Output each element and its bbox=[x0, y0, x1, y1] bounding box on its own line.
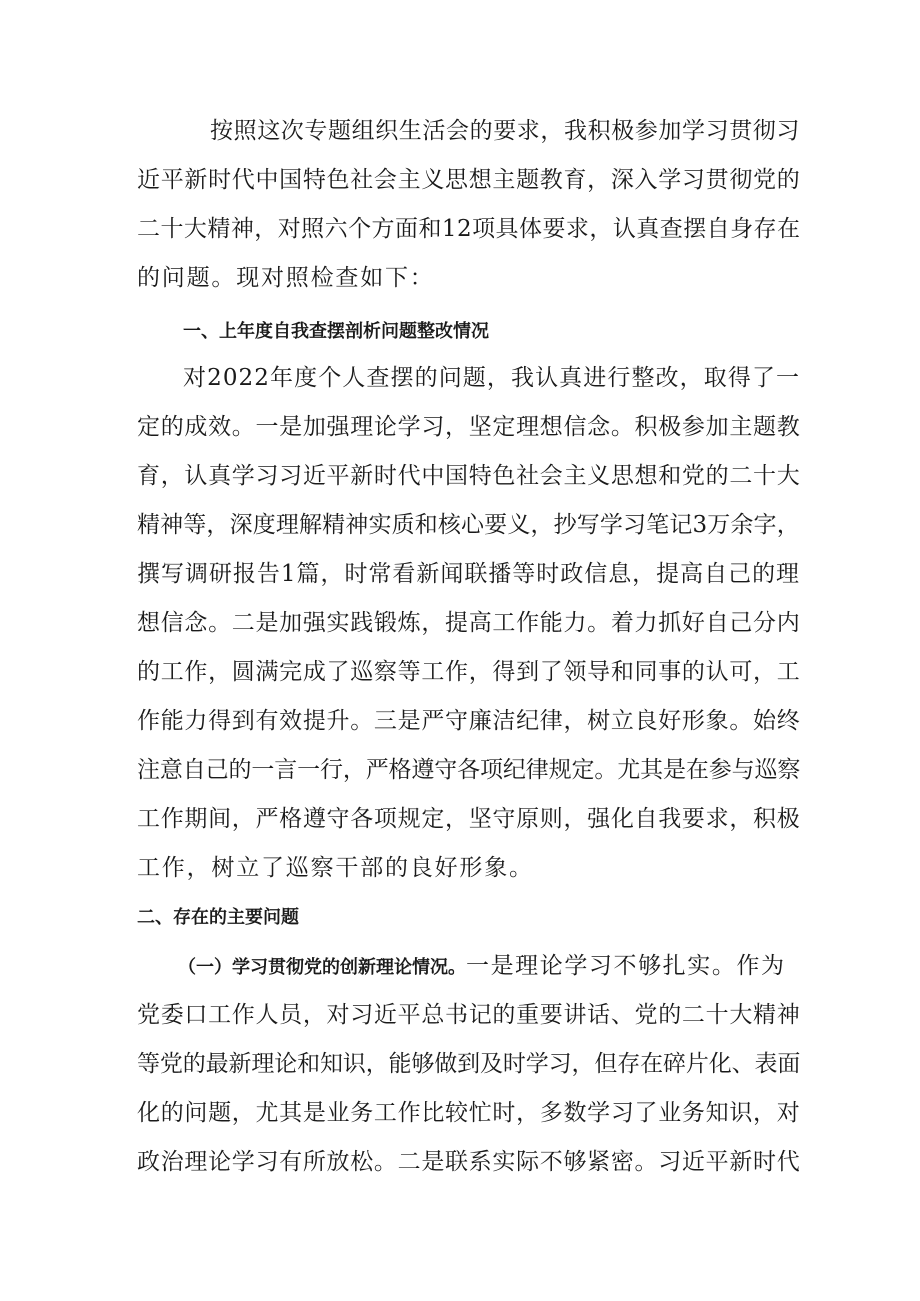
section1-line-7: 的工作，圆满完成了巡察等工作，得到了领导和同事的认可，工 bbox=[137, 659, 801, 685]
subsection-lead: （一）学习贯彻党的创新理论情况。 bbox=[178, 957, 466, 978]
section2-line-4: 化的问题，尤其是业务工作比较忙时，多数学习了业务知识，对 bbox=[137, 1100, 801, 1126]
section1-line-1: 对2022年度个人查摆的问题，我认真进行整改，取得了一 bbox=[183, 365, 801, 391]
section1-line-5: 撰写调研报告1篇，时常看新闻联播等时政信息，提高自己的理 bbox=[137, 561, 801, 587]
section1-line-3: 育，认真学习习近平新时代中国特色社会主义思想和党的二十大 bbox=[137, 463, 801, 489]
section1-line-9: 注意自己的一言一行，严格遵守各项纪律规定。尤其是在参与巡察 bbox=[137, 757, 801, 783]
section-heading-2: 二、存在的主要问题 bbox=[137, 907, 299, 928]
section2-line-1 bbox=[178, 951, 808, 983]
intro-line-4: 的问题。现对照检查如下： bbox=[137, 265, 435, 291]
section1-line-6: 想信念。二是加强实践锻炼，提高工作能力。着力抓好自己分内 bbox=[137, 610, 801, 636]
section2-line-3: 等党的最新理论和知识，能够做到及时学习，但存在碎片化、表面 bbox=[137, 1051, 801, 1077]
intro-line-3: 二十大精神，对照六个方面和12项具体要求，认真查摆自身存在 bbox=[137, 216, 801, 242]
intro-line-1: 按照这次专题组织生活会的要求，我积极参加学习贯彻习 bbox=[210, 118, 800, 144]
section1-line-4: 精神等，深度理解精神实质和核心要义，抄写学习笔记3万余字， bbox=[137, 512, 800, 538]
section2-line-2: 党委口工作人员，对习近平总书记的重要讲话、党的二十大精神 bbox=[137, 1002, 801, 1028]
section1-line-10: 工作期间，严格遵守各项规定，坚守原则，强化自我要求，积极 bbox=[137, 806, 801, 832]
intro-line-2: 近平新时代中国特色社会主义思想主题教育，深入学习贯彻党的 bbox=[137, 167, 801, 193]
section1-line-2: 定的成效。一是加强理论学习，坚定理想信念。积极参加主题教 bbox=[137, 414, 801, 440]
section1-line-8: 作能力得到有效提升。三是严守廉洁纪律，树立良好形象。始终 bbox=[137, 708, 801, 734]
section2-line-5: 政治理论学习有所放松。二是联系实际不够紧密。习近平新时代 bbox=[137, 1149, 801, 1175]
section1-line-11: 工作，树立了巡察干部的良好形象。 bbox=[137, 855, 534, 881]
section2-line-1-rest: 一是理论学习不够扎实。作为 bbox=[466, 953, 786, 979]
section-heading-1: 一、上年度自我查摆剖析问题整改情况 bbox=[183, 321, 489, 342]
